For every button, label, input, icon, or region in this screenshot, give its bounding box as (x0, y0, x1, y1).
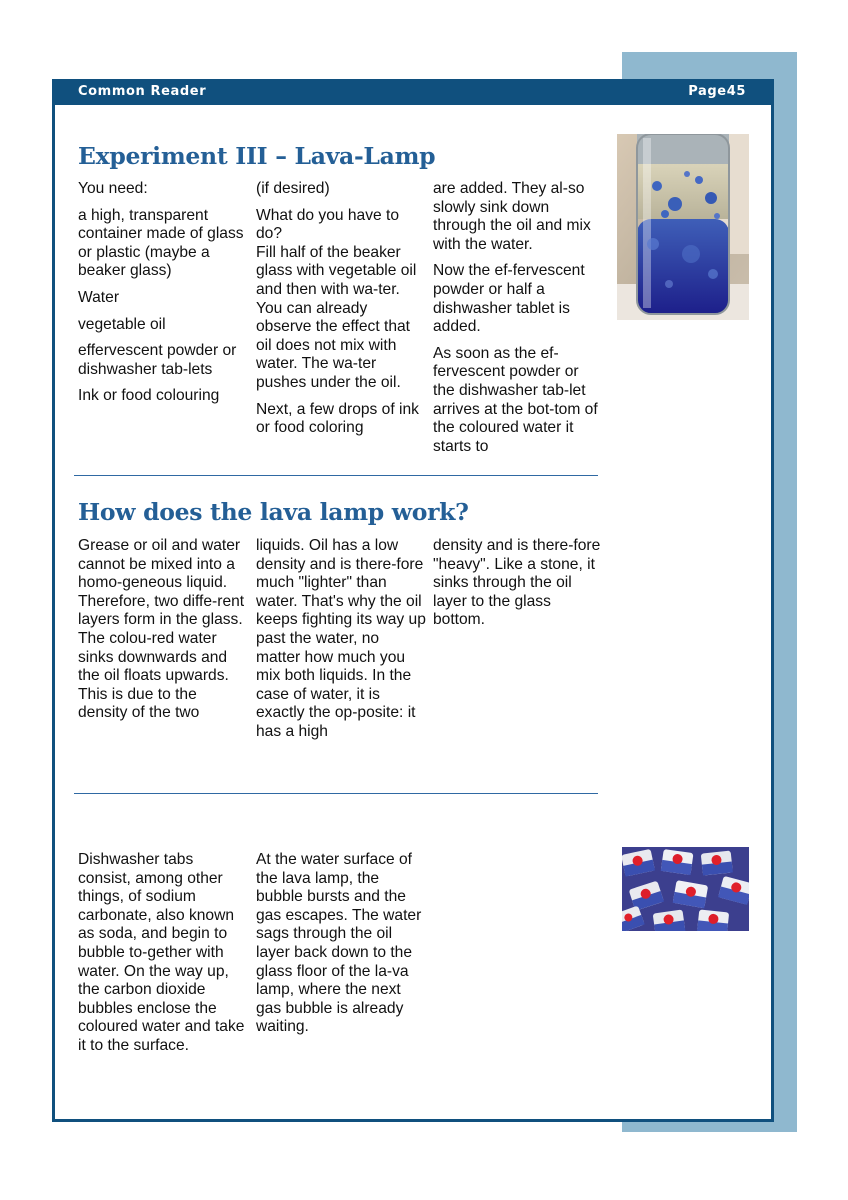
publication-title: Common Reader (78, 84, 207, 99)
paragraph: Fill half of the beaker glass with vegetable oil and then with wa-ter. You can already observe the effect that oil does not mix with water. The wa-ter pushes under the oil. (256, 243, 417, 391)
dishwasher-column-1 (78, 851, 248, 1064)
paragraph: Dishwasher tabs consist, among other things, of sodium carbonate, also known as soda, and begin to bubble to-gether with water. On the way up, the carbon dioxide bubbles enclose the coloured water and take it to the surface. (78, 851, 245, 1054)
header-band (52, 79, 774, 105)
dishwasher-tabs-photo (622, 847, 749, 931)
paragraph: are added. They al-so slowly sink down through the oil and mix with the water. (433, 180, 591, 253)
paragraph: Grease or oil and water cannot be mixed into a homo-geneous liquid. Therefore, two diffe-rent layers form in the glass. The colou-red water sinks downwards and the oil floats upwards. This is due to the density of the two (78, 537, 245, 722)
lava-lamp-illustration (617, 134, 749, 320)
experiment-column-2 (256, 180, 426, 446)
paragraph: At the water surface of the lava lamp, the bubble bursts and the gas escapes. The water sags through the oil layer back down to the glass floor of the la-va lamp, where the next gas bubble is already waiting. (256, 851, 422, 1036)
paragraph: Ink or food colouring (78, 387, 220, 405)
paragraph: (if desired) (256, 180, 330, 197)
dishwasher-tabs-illustration (622, 847, 749, 931)
paragraph: Next, a few drops of ink or food coloring (256, 400, 419, 437)
section-divider (74, 793, 598, 794)
how-column-1 (78, 537, 248, 731)
how-column-3 (433, 537, 603, 638)
paragraph: effervescent powder or dishwasher tab-lets (78, 342, 237, 378)
section-divider (74, 475, 598, 476)
experiment-column-3 (433, 180, 603, 464)
dishwasher-column-2 (256, 851, 426, 1045)
paragraph: Now the ef-fervescent powder or half a dishwasher tablet is added. (433, 262, 585, 336)
experiment-title: Experiment III – Lava-Lamp (78, 142, 436, 170)
paragraph: You need: (78, 180, 148, 197)
paragraph: As soon as the ef-fervescent powder or the dishwasher tab-let arrives at the bot-tom of the coloured water it starts to (433, 344, 598, 455)
how-it-works-title: How does the lava lamp work? (78, 498, 469, 526)
paragraph: What do you have to do? (256, 206, 400, 243)
paragraph: a high, transparent container made of glass or plastic (maybe a beaker glass) (78, 206, 244, 280)
experiment-column-1 (78, 180, 248, 414)
paragraph: Water (78, 288, 120, 306)
lava-lamp-photo (617, 134, 749, 320)
paragraph: vegetable oil (78, 315, 166, 333)
how-column-2 (256, 537, 426, 750)
paragraph: density and is there-fore "heavy". Like a stone, it sinks through the oil layer to the glass bottom. (433, 537, 601, 629)
page-number: Page45 (688, 84, 746, 99)
paragraph: liquids. Oil has a low density and is there-fore much "lighter" than water. That's why the oil keeps fighting its way up past the water, no matter how much you mix both liquids. In the case of water, it is exactly the op-posite: it has a high (256, 537, 426, 740)
